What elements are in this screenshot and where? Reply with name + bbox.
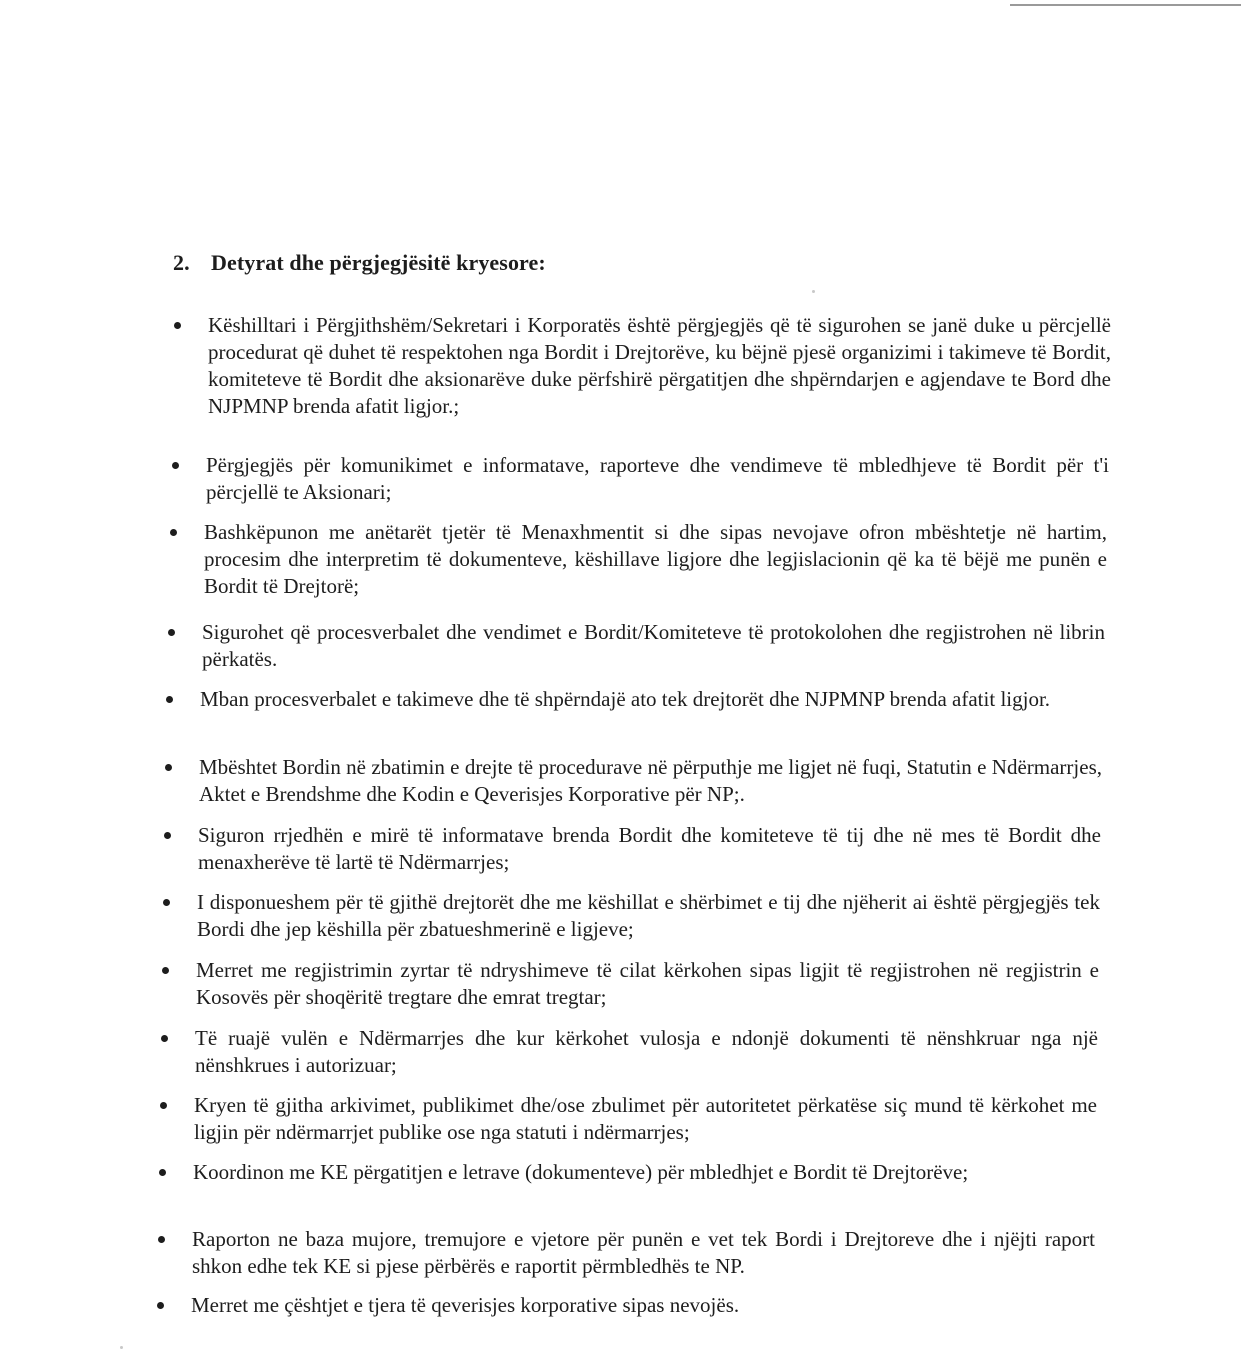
bullet-icon [160, 1102, 167, 1109]
duty-text: Të ruajë vulën e Ndërmarrjes dhe kur kërkohet vulosja e ndonjë dokumenti të nënshkruar nga një nënshkrues i autorizuar; [195, 1026, 1098, 1077]
duty-text: Mban procesverbalet e takimeve dhe të shpërndajë ato tek drejtorët dhe NJPMNP brenda afatit ligjor. [200, 687, 1051, 711]
bullet-icon [162, 967, 169, 974]
duty-text: Raporton ne baza mujore, tremujore e vjetore për punën e vet tek Bordi i Drejtoreve dhe i njëjti raport shkon edhe tek KE si pjese përbërës e raportit përmbledhës te NP. [192, 1227, 1095, 1278]
duty-text: Bashkëpunon me anëtarët tjetër të Menaxhmentit si dhe sipas nevojave ofron mbështetje në hartim, procesim dhe interpretim të dokumenteve, këshillave ligjore dhe legjislacionin që ka të bëjë me punën e Bordit të Drejtorë; [204, 520, 1107, 598]
duty-text: Merret me regjistrimin zyrtar të ndryshimeve të cilat kërkohen sipas ligjit të regjistrohen në regjistrin e Kosovës për shoqëritë tregtare dhe emrat tregtar; [196, 958, 1099, 1009]
list-item [191, 1292, 1094, 1319]
bullet-icon [163, 899, 170, 906]
bullet-icon [170, 529, 177, 536]
duty-text: Sigurohet që procesverbalet dhe vendimet e Bordit/Komiteteve të protokolohen dhe regjistrohen në librin përkatës. [202, 620, 1105, 671]
bullet-icon [159, 1169, 166, 1176]
duty-text: Siguron rrjedhën e mirë të informatave brenda Bordit dhe komiteteve të tij dhe në mes të Bordit dhe menaxherëve të lartë të Ndërmarrjes; [198, 823, 1101, 874]
duty-text: Kryen të gjitha arkivimet, publikimet dhe/ose zbulimet për autoritetet përkatëse siç mund të kërkohet me ligjin për ndërmarrjet publike ose nga statuti i ndërmarrjes; [194, 1093, 1097, 1144]
list-item [204, 519, 1107, 600]
scan-edge-mark [1010, 4, 1241, 6]
list-item [193, 1159, 1096, 1186]
duty-text: Përgjegjës për komunikimet e informatave, raporteve dhe vendimeve të mbledhjeve të Bordit për t'i përcjellë te Aksionari; [206, 453, 1109, 504]
list-item [192, 1226, 1095, 1280]
list-item [208, 312, 1111, 420]
bullet-icon [168, 629, 175, 636]
bullet-icon [158, 1236, 165, 1243]
section-number: 2. [173, 250, 190, 275]
list-item [206, 452, 1109, 506]
bullet-icon [172, 462, 179, 469]
bullet-icon [165, 764, 172, 771]
bullet-icon [157, 1302, 164, 1309]
duty-text: Merret me çështjet e tjera të qeverisjes korporative sipas nevojës. [191, 1293, 740, 1317]
duty-text: Këshilltari i Përgjithshëm/Sekretari i Korporatës është përgjegjës që të sigurohen se janë duke u përcjellë procedurat që duhet të respektohen nga Bordit i Drejtorëve, ku bëjnë pjesë organizimi i takimeve të Bordit, komiteteve të Bordit dhe aksionarëve duke përfshirë përgatitjen dhe shpërndarjen e agjendave te Bord dhe NJPMNP brenda afatit ligjor.; [208, 313, 1111, 418]
bullet-icon [166, 696, 173, 703]
list-item [200, 686, 1103, 713]
duty-text: Koordinon me KE përgatitjen e letrave (dokumenteve) për mbledhjet e Bordit të Drejtorëve; [193, 1160, 969, 1184]
list-item [202, 619, 1105, 673]
duty-text: I disponueshem për të gjithë drejtorët dhe me këshillat e shërbimet e tij dhe njëherit ai është përgjegjës tek Bordi dhe jep këshilla për zbatueshmerinë e ligjeve; [197, 890, 1100, 941]
list-item [199, 754, 1102, 808]
section-heading [173, 250, 546, 276]
scan-speck [812, 290, 815, 293]
bullet-icon [174, 322, 181, 329]
duty-text: Mbështet Bordin në zbatimin e drejte të procedurave në përputhje me ligjet në fuqi, Statutin e Ndërmarrjes, Aktet e Brendshme dhe Kodin e Qeverisjes Korporative për NP;. [199, 755, 1102, 806]
list-item [194, 1092, 1097, 1146]
bullet-icon [161, 1035, 168, 1042]
list-item [195, 1025, 1098, 1079]
list-item [196, 957, 1099, 1011]
section-title: Detyrat dhe përgjegjësitë kryesore: [211, 250, 546, 275]
list-item [197, 889, 1100, 943]
bullet-icon [164, 832, 171, 839]
list-item [198, 822, 1101, 876]
